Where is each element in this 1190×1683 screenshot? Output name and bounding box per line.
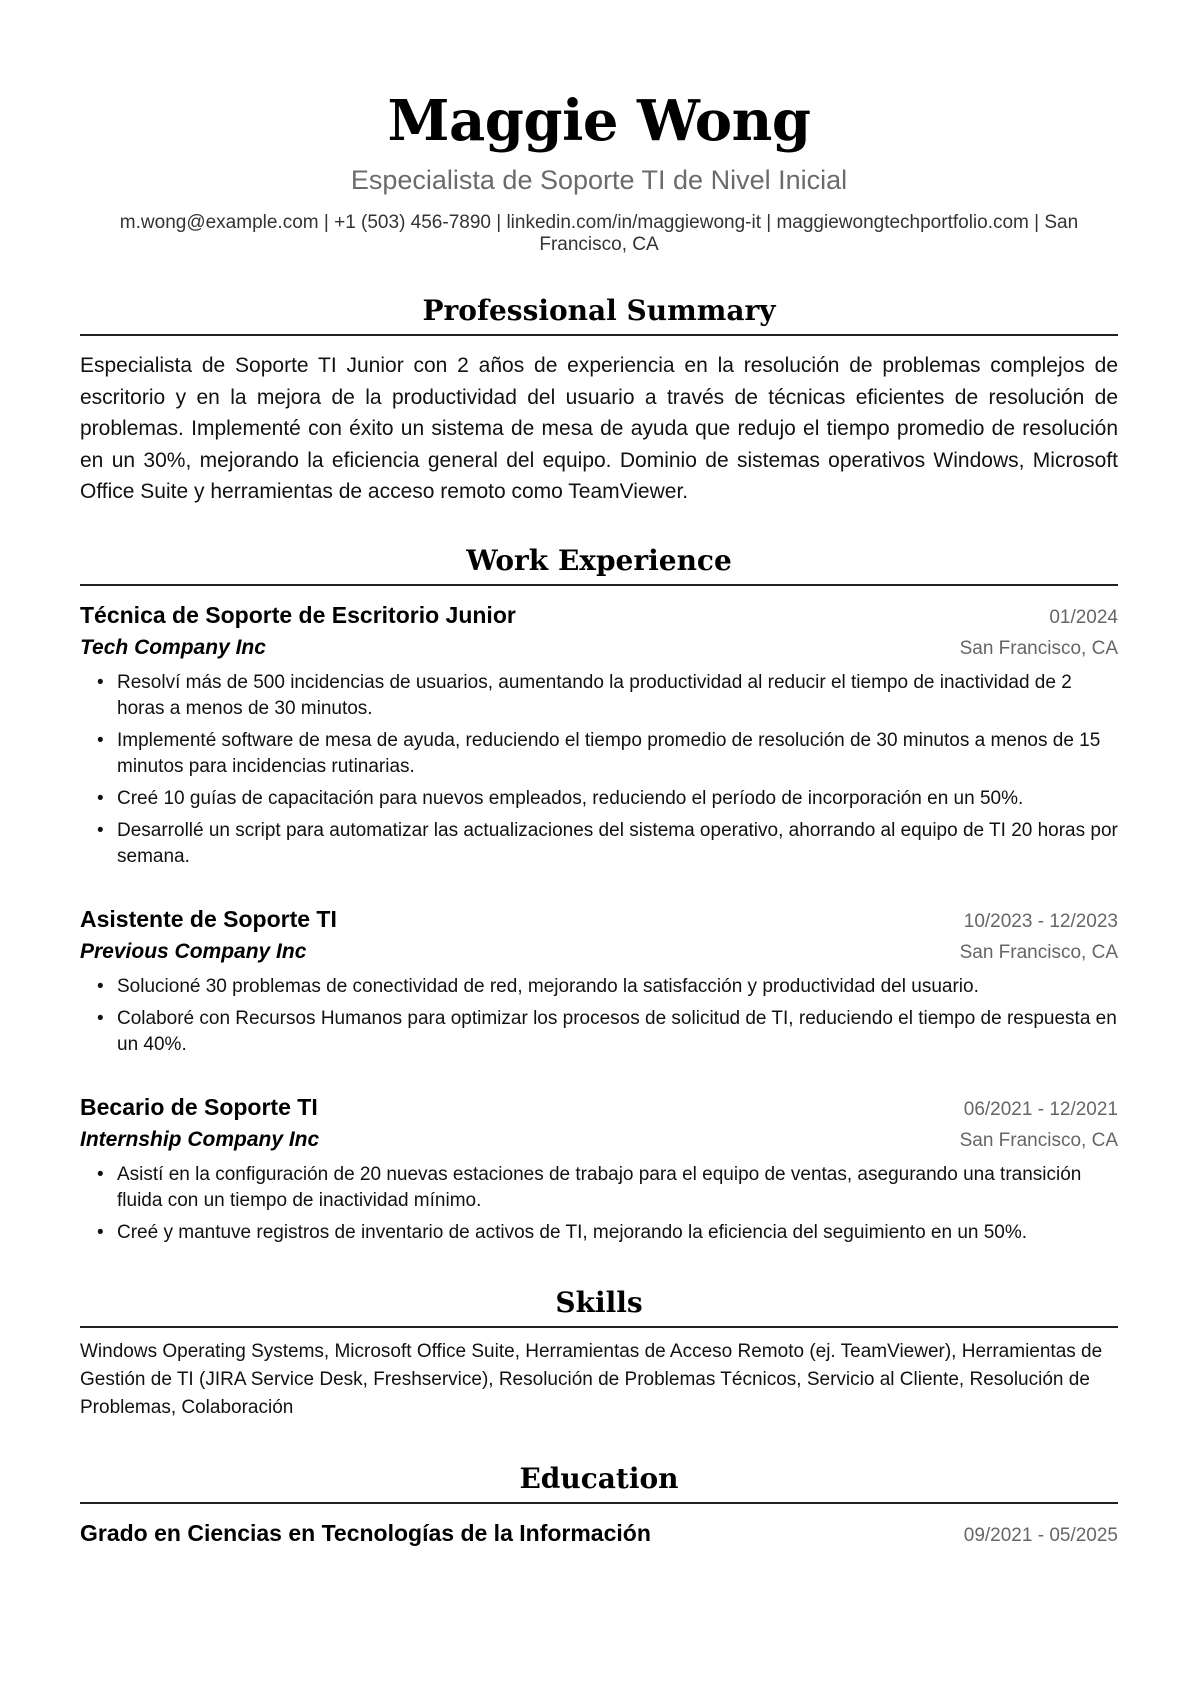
skills-heading: Skills bbox=[555, 1285, 643, 1319]
job-bullets bbox=[80, 670, 1118, 870]
company-name: Previous Company Inc bbox=[80, 939, 307, 963]
section-divider bbox=[80, 1502, 1118, 1504]
job-date: 10/2023 - 12/2023 bbox=[963, 910, 1118, 932]
job-location: San Francisco, CA bbox=[959, 941, 1118, 963]
job-date: 01/2024 bbox=[1049, 606, 1118, 628]
education-heading: Education bbox=[519, 1461, 679, 1495]
job-bullet: • Creé y mantuve registros de inventario de activos de TI, mejorando la eficiencia del seguimiento en un 50%. bbox=[117, 1220, 1118, 1246]
summary-section bbox=[80, 294, 1118, 508]
candidate-name: Maggie Wong bbox=[387, 88, 811, 154]
job-bullet: • Creé 10 guías de capacitación para nuevos empleados, reduciendo el período de incorporación en un 50%. bbox=[117, 786, 1118, 812]
job-bullet: • Solucioné 30 problemas de conectividad de red, mejorando la satisfacción y productividad del usuario. bbox=[117, 974, 1118, 1000]
job-bullet: • Colaboré con Recursos Humanos para optimizar los procesos de solicitud de TI, reduciendo el tiempo de respuesta en un 40%. bbox=[117, 1006, 1118, 1058]
skills-section bbox=[80, 1286, 1118, 1422]
experience-heading: Work Experience bbox=[466, 543, 732, 577]
candidate-role: Especialista de Soporte TI de Nivel Inicial bbox=[350, 165, 848, 195]
job-bullet: • Resolví más de 500 incidencias de usuarios, aumentando la productividad al reducir el tiempo de inactividad de 2 horas a menos de 30 minutos. bbox=[117, 670, 1118, 722]
contact-line: m.wong@example.com | +1 (503) 456-7890 | linkedin.com/in/maggiewong-it | maggiewongtechportfolio.com | San Francisco, CA bbox=[119, 212, 1079, 255]
job-entry bbox=[80, 1092, 1118, 1246]
job-entry bbox=[80, 600, 1118, 870]
job-entry bbox=[80, 904, 1118, 1058]
summary-text: Especialista de Soporte TI Junior con 2 años de experiencia en la resolución de problemas complejos de escritorio y en la mejora de la productividad del usuario a través de técnicas eficientes de resolución de problemas. Implementé con éxito un sistema de mesa de ayuda que redujo el tiempo promedio de resolución en un 30%, mejorando la eficiencia general del equipo. Dominio de sistemas operativos Windows, Microsoft Office Suite y herramientas de acceso remoto como TeamViewer. bbox=[80, 354, 1118, 503]
experience-section bbox=[80, 544, 1118, 1246]
section-divider bbox=[80, 1326, 1118, 1328]
job-bullet: • Desarrollé un script para automatizar las actualizaciones del sistema operativo, ahorrando al equipo de TI 20 horas por semana. bbox=[117, 818, 1118, 870]
education-entry bbox=[80, 1518, 1118, 1551]
education-date: 09/2021 - 05/2025 bbox=[963, 1524, 1118, 1546]
job-title: Asistente de Soporte TI bbox=[80, 905, 337, 932]
resume-page bbox=[80, 0, 1118, 1551]
job-bullets bbox=[80, 974, 1118, 1058]
degree-name: Grado en Ciencias en Tecnologías de la Información bbox=[80, 1519, 651, 1546]
job-location: San Francisco, CA bbox=[959, 637, 1118, 659]
summary-heading: Professional Summary bbox=[422, 294, 776, 327]
section-divider bbox=[80, 584, 1118, 586]
company-name: Tech Company Inc bbox=[80, 635, 266, 659]
education-section bbox=[80, 1462, 1118, 1551]
section-divider bbox=[80, 334, 1118, 336]
job-title: Becario de Soporte TI bbox=[80, 1093, 318, 1120]
job-title: Técnica de Soporte de Escritorio Junior bbox=[80, 601, 516, 628]
job-location: San Francisco, CA bbox=[959, 1129, 1118, 1151]
company-name: Internship Company Inc bbox=[80, 1127, 320, 1151]
job-date: 06/2021 - 12/2021 bbox=[963, 1098, 1118, 1120]
job-bullets bbox=[80, 1162, 1118, 1246]
job-bullet: • Implementé software de mesa de ayuda, reduciendo el tiempo promedio de resolución de 30 minutos a menos de 15 minutos para incidencias rutinarias. bbox=[117, 728, 1118, 780]
job-bullet: • Asistí en la configuración de 20 nuevas estaciones de trabajo para el equipo de ventas, asegurando una transición fluida con un tiempo de inactividad mínimo. bbox=[117, 1162, 1118, 1214]
skills-text: Windows Operating Systems, Microsoft Office Suite, Herramientas de Acceso Remoto (ej. TeamViewer), Herramientas de Gestión de TI (JIRA Service Desk, Freshservice), Resolución de Problemas Técnicos, Servicio al Cliente, Resolución de Problemas, Colaboración bbox=[80, 1340, 1103, 1418]
